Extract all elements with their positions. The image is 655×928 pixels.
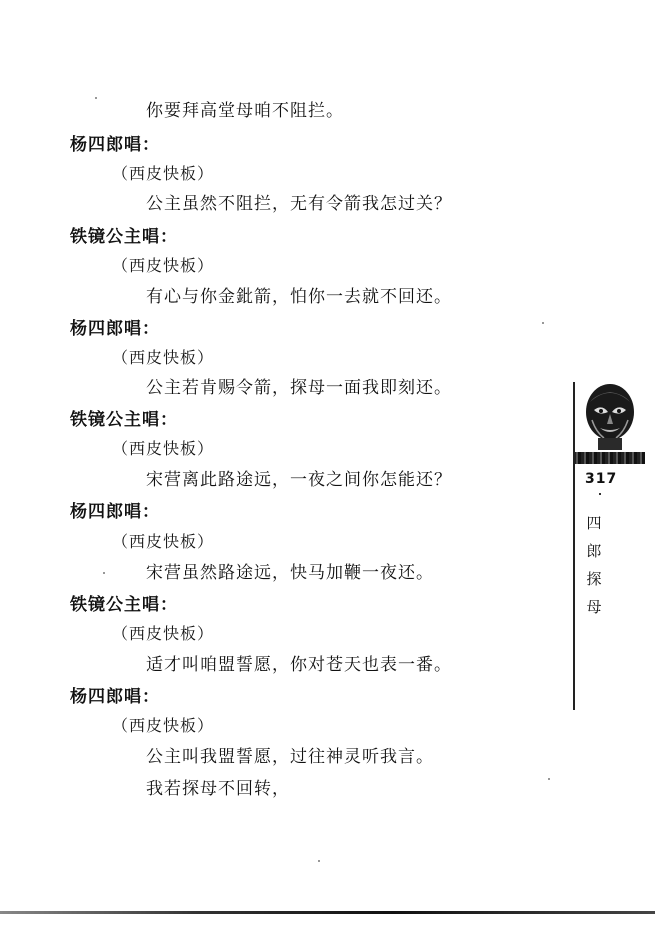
verse-line: 公主虽然不阻拦，无有令箭我怎过关？ (146, 194, 452, 214)
title-char: 探 (586, 570, 602, 588)
verse-line: 适才叫咱盟誓愿，你对苍天也表一番。 (146, 655, 452, 675)
speaker-label: 杨四郎唱： (70, 502, 160, 522)
title-char: 母 (586, 598, 602, 616)
verse-line: 公主若肯赐令箭，探母一面我即刻还。 (146, 378, 452, 398)
scan-speck (542, 322, 544, 324)
divider-dot (599, 493, 601, 495)
speaker-label: 杨四郎唱： (70, 135, 160, 155)
verse-line: 我若探母不回转， (146, 779, 290, 799)
verse-line: 宋营虽然路途远，快马加鞭一夜还。 (146, 563, 434, 583)
verse-line: 宋营离此路途远，一夜之间你怎能还？ (146, 470, 452, 490)
opera-mask-icon (580, 380, 638, 452)
verse-line: 有心与你金鈚箭，怕你一去就不回还。 (146, 287, 452, 307)
title-char: 四 (586, 514, 602, 532)
scan-speck (318, 860, 320, 862)
scan-speck (548, 778, 550, 780)
speaker-label: 杨四郎唱： (70, 319, 160, 339)
running-title (584, 509, 604, 621)
speaker-label: 铁镜公主唱： (70, 410, 178, 430)
speaker-label: 铁镜公主唱： (70, 595, 178, 615)
tune-label: （西皮快板） (112, 164, 215, 183)
title-char: 郎 (586, 542, 602, 560)
speaker-label: 铁镜公主唱： (70, 227, 178, 247)
side-tab-band (573, 452, 645, 464)
speaker-label: 杨四郎唱： (70, 687, 160, 707)
page-bottom-rule (0, 911, 655, 914)
scan-speck (95, 97, 97, 99)
tune-label: （西皮快板） (112, 439, 215, 458)
tune-label: （西皮快板） (112, 348, 215, 367)
side-tab-rule (573, 382, 575, 710)
tune-label: （西皮快板） (112, 532, 215, 551)
page-number: 317 (585, 471, 618, 487)
tune-label: （西皮快板） (112, 716, 215, 735)
tune-label: （西皮快板） (112, 256, 215, 275)
verse-line: 公主叫我盟誓愿，过往神灵听我言。 (146, 747, 434, 767)
tune-label: （西皮快板） (112, 624, 215, 643)
verse-line: 你要拜高堂母咱不阻拦。 (146, 101, 344, 121)
scan-speck (103, 572, 105, 574)
